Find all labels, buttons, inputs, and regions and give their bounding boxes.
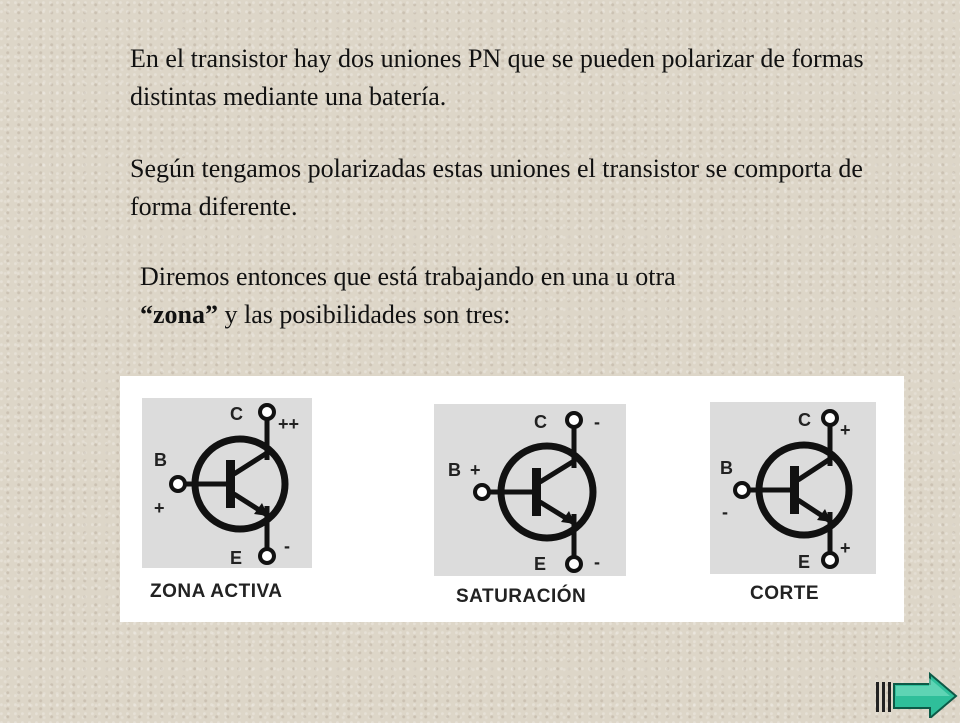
- base-label: B: [720, 458, 733, 478]
- zona-term: “zona”: [140, 300, 218, 329]
- collector-sign: ++: [278, 414, 300, 434]
- transistor-activa-card: [142, 398, 312, 568]
- zonas-text-pre: Diremos entonces que está trabajando en una u otra: [140, 262, 676, 291]
- collector-label: C: [230, 404, 243, 424]
- collector-label: C: [798, 410, 811, 430]
- paragraph-zonas: [140, 258, 900, 334]
- base-sign: -: [722, 502, 728, 522]
- emitter-label: E: [798, 552, 811, 572]
- base-label: B: [154, 450, 167, 470]
- next-arrow-icon: [874, 672, 958, 718]
- transistor-zones-figure: [120, 376, 904, 622]
- emitter-sign: +: [840, 538, 851, 558]
- transistor-activa-symbol: [142, 398, 312, 568]
- zonas-text-post: y las posibilidades son tres:: [218, 300, 511, 329]
- emitter-sign: -: [284, 536, 290, 556]
- collector-sign: +: [840, 420, 851, 440]
- collector-label: C: [534, 412, 547, 432]
- caption-saturacion: SATURACIÓN: [456, 586, 587, 607]
- collector-sign: -: [594, 412, 600, 432]
- paragraph-polarizacion: Según tengamos polarizadas estas uniones el transistor se comporta de forma diferente.: [130, 154, 863, 221]
- transistor-saturacion-symbol: [434, 404, 626, 576]
- transistor-saturacion-card: [434, 404, 626, 576]
- emitter-label: E: [534, 554, 547, 574]
- caption-zona-activa: ZONA ACTIVA: [150, 581, 283, 602]
- caption-corte: CORTE: [750, 583, 819, 604]
- transistor-corte-card: [710, 402, 876, 574]
- paragraph-uniones: En el transistor hay dos uniones PN que se pueden polarizar de formas distintas mediante una batería.: [130, 44, 864, 111]
- base-sign: +: [470, 460, 481, 480]
- base-sign: +: [154, 498, 165, 518]
- emitter-label: E: [230, 548, 243, 568]
- next-slide-button[interactable]: [874, 672, 958, 718]
- emitter-sign: -: [594, 552, 600, 572]
- transistor-corte-symbol: [710, 402, 876, 574]
- base-label: B: [448, 460, 461, 480]
